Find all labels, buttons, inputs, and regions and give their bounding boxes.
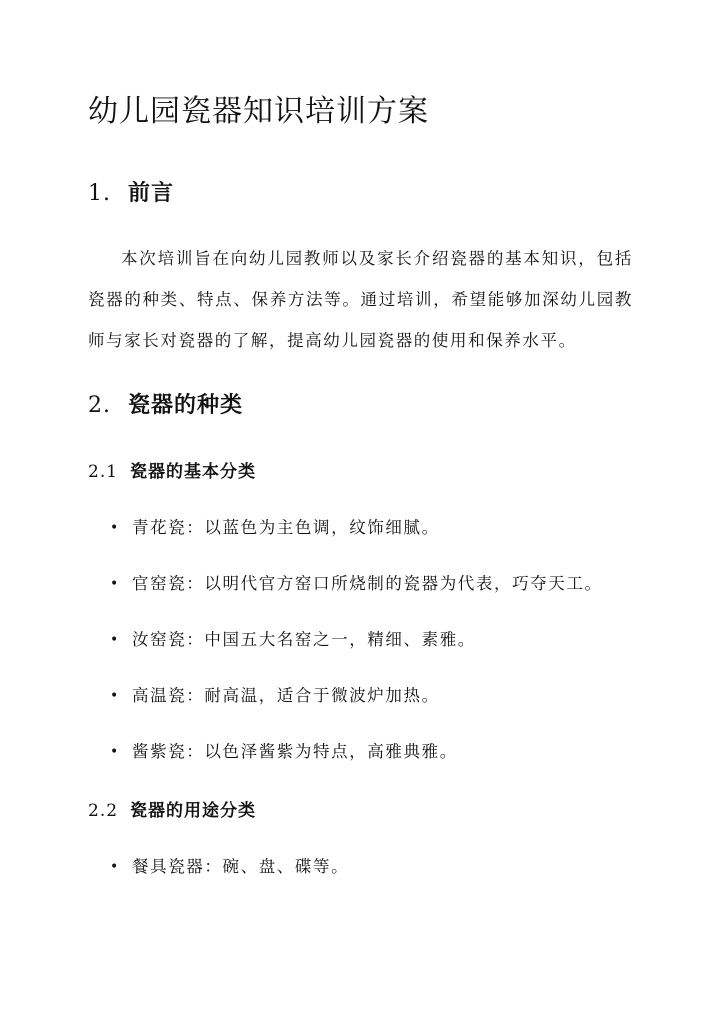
subsection-number: 2.1 (88, 462, 119, 482)
list-item (110, 514, 440, 538)
list-item-text: 青花瓷：以蓝色为主色调，纹饰细腻。 (132, 518, 440, 537)
list-item (110, 570, 603, 594)
page-title: 幼儿园瓷器知识培训方案 (88, 94, 429, 129)
bullet-icon: • (110, 859, 120, 875)
subsection-heading-basic (88, 457, 256, 482)
subsection-title: 瓷器的用途分类 (130, 801, 256, 821)
list-item-text: 汝窑瓷：中国五大名窑之一，精细、素雅。 (132, 630, 476, 649)
subsection-title: 瓷器的基本分类 (130, 462, 256, 482)
section-title: 前言 (128, 180, 175, 206)
section-number: 2. (88, 393, 111, 418)
list-item (110, 626, 476, 650)
list-item-text: 酱紫瓷：以色泽酱紫为特点，高雅典雅。 (132, 742, 458, 761)
subsection-heading-usage (88, 796, 256, 821)
section-heading-types (88, 388, 243, 419)
list-item-text: 高温瓷：耐高温，适合于微波炉加热。 (132, 686, 440, 705)
subsection-number: 2.2 (88, 801, 119, 821)
section-title: 瓷器的种类 (128, 392, 244, 418)
bullet-icon: • (110, 576, 120, 592)
section-number: 1. (88, 181, 111, 206)
bullet-icon: • (110, 520, 120, 536)
preface-paragraph: 本次培训旨在向幼儿园教师以及家长介绍瓷器的基本知识，包括瓷器的种类、特点、保养方法等。通过培训，希望能够加深幼儿园教师与家长对瓷器的了解，提高幼儿园瓷器的使用和保养水平。 (88, 249, 633, 350)
bullet-icon: • (110, 688, 120, 704)
list-item-text: 餐具瓷器：碗、盘、碟等。 (132, 857, 350, 876)
list-item (110, 682, 440, 706)
list-item-text: 官窑瓷：以明代官方窑口所烧制的瓷器为代表，巧夺天工。 (132, 574, 603, 593)
list-item (110, 853, 349, 877)
bullet-icon: • (110, 744, 120, 760)
section-heading-preface (88, 176, 174, 207)
bullet-icon: • (110, 632, 120, 648)
list-item (110, 738, 458, 762)
